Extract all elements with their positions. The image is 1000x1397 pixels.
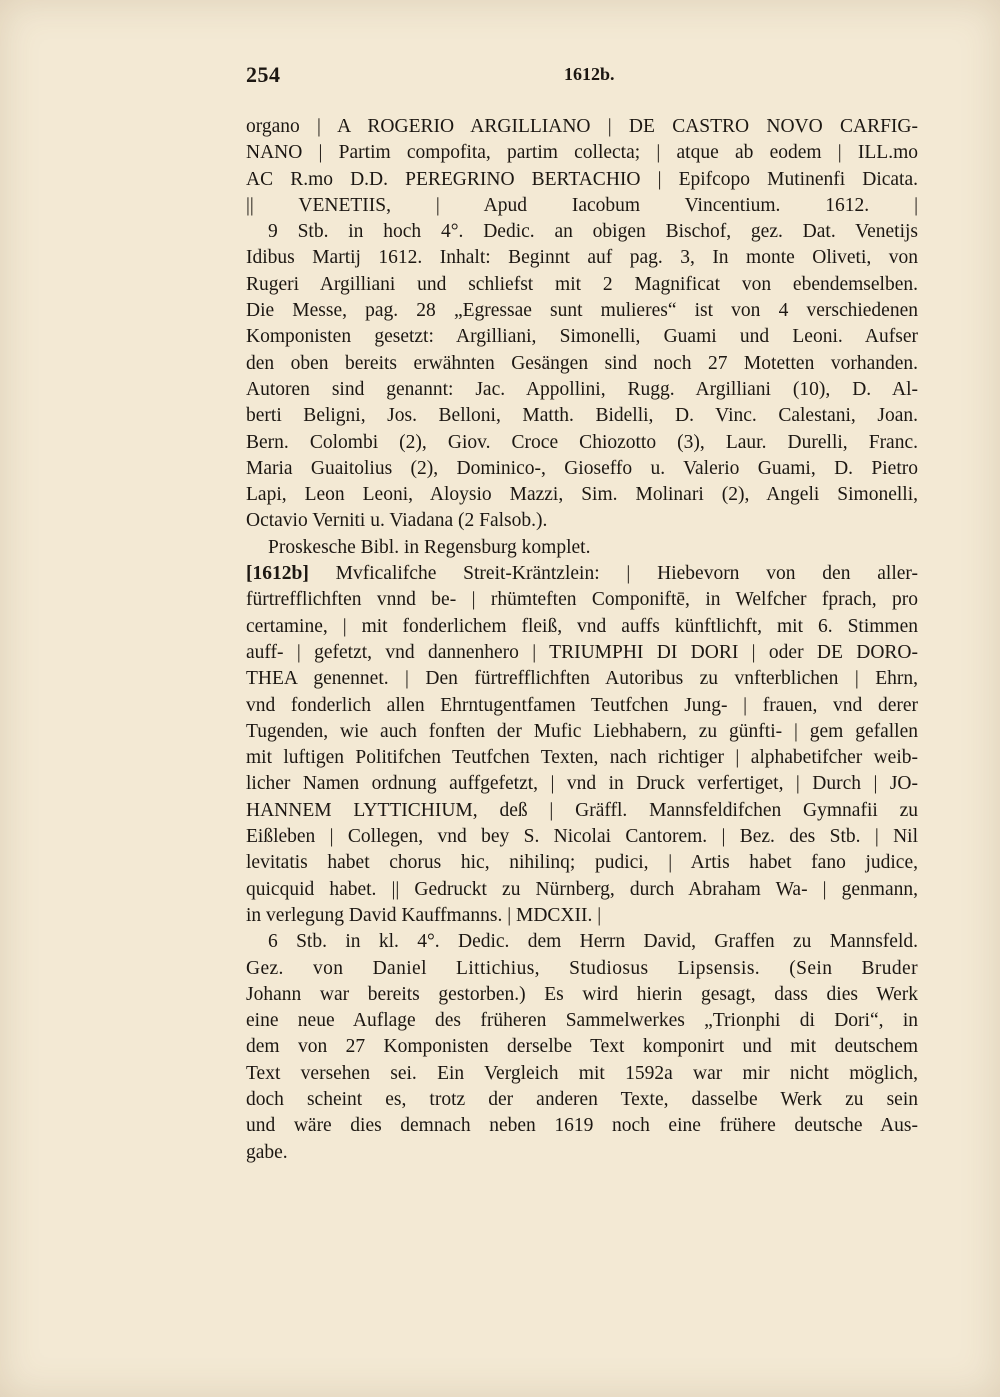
page-header [246,62,926,98]
text-line: quicquid habet. || Gedruckt zu Nürnberg, durch Abraham Wa- | genmann, [246,878,918,900]
text-line: Bern. Colombi (2), Giov. Croce Chiozotto (3), Laur. Durelli, Franc. [246,431,918,453]
text-line: Komponisten gesetzt: Argilliani, Simonelli, Guami und Leoni. Aufser [246,326,918,348]
running-head: 1612b. [564,64,615,84]
text-line: Idibus Martij 1612. Inhalt: Beginnt auf pag. 3, In monte Oliveti, von [246,247,918,269]
text-line: auff- | gefetzt, vnd dannenhero | TRIUMPHI DI DORI | oder DE DORO- [246,641,918,663]
text-line: Lapi, Leon Leoni, Aloysio Mazzi, Sim. Molinari (2), Angeli Simonelli, [246,484,918,506]
text-line: HANNEM LYTTICHIUM, deß | Gräffl. Mannsfeldifchen Gymnafii zu [246,799,918,821]
description-line: eine neue Auflage des früheren Sammelwerkes „Trionphi di Dori“, in [246,1010,918,1032]
text-line: Autoren sind genannt: Jac. Appollini, Rugg. Argilliani (10), D. Al- [246,378,918,400]
text-line: Die Messe, pag. 28 „Egressae sunt mulieres“ ist von 4 verschiedenen [246,300,918,322]
text-line: berti Beligni, Jos. Belloni, Matth. Bidelli, D. Vinc. Calestani, Joan. [246,405,918,427]
page-number: 254 [246,62,281,87]
text-line: 9 Stb. in hoch 4°. Dedic. an obigen Bischof, gez. Dat. Venetijs [268,221,918,243]
description-line: Gez. von Daniel Littichius, Studiosus Lipsensis. (Sein Bruder [246,957,918,979]
text-line: Octavio Verniti u. Viadana (2 Falsob.). [246,510,548,532]
entry-label: [1612b] [246,563,309,585]
text-line: THEA genennet. | Den fürtrefflichften Autoribus zu vnfterblichen | Ehrn, [246,668,918,690]
text-line: organo | A ROGERIO ARGILLIANO | DE CASTRO NOVO CARFIG- [246,116,918,137]
description-line: dem von 27 Komponisten derselbe Text komponirt und mit deutschem [246,1036,918,1058]
text-line: in verlegung David Kauffmanns. | MDCXII. | [246,904,602,926]
text-line: NANO | Partim compofita, partim collecta; | atque ab eodem | ILL.mo [246,142,918,164]
title-text: Mvficalifche Streit-Kräntzlein: | Hiebevorn von den aller- [335,563,918,585]
text-line: Maria Guaitolius (2), Dominico-, Gioseffo u. Valerio Guami, D. Pietro [246,457,918,479]
text-line: den oben bereits erwähnten Gesängen sind noch 27 Motetten vorhanden. [246,352,918,374]
description-line: Text versehen sei. Ein Vergleich mit 1592a war mir nicht möglich, [246,1062,918,1084]
description-line: gabe. [246,1141,288,1163]
body-text [246,114,918,1166]
text-line: fürtrefflichften vnnd be- | rhümteften Componiftē, in Welfcher fprach, pro [246,589,918,611]
description-line: Johann war bereits gestorben.) Es wird hierin gesagt, dass dies Werk [246,983,918,1005]
text-line: Rugeri Argilliani und schliefst mit 2 Magnificat von ebendemselben. [246,273,918,295]
text-line: mit luftigen Politifchen Teutfchen Texten, nach richtiger | alphabetifcher weib- [246,747,918,769]
text-line: certamine, | mit fonderlichem fleiß, vnd auffs künftlichft, mit 6. Stimmen [246,615,918,637]
entry-1612b [246,561,918,1166]
description-line: 6 Stb. in kl. 4°. Dedic. dem Herrn David, Graffen zu Mannsfeld. [268,931,918,953]
text-line: || VENETIIS, | Apud Iacobum Vincentium. 1612. | [246,194,918,216]
description-line: doch scheint es, trotz der anderen Texte, dasselbe Werk zu sein [246,1088,918,1110]
entry-1612a-continuation [246,114,918,561]
text-line: levitatis habet chorus hic, nihilinq; pudici, | Artis habet fano judice, [246,852,918,874]
location-note: Proskesche Bibl. in Regensburg komplet. [268,536,591,558]
text-line: licher Namen ordnung auffgefetzt, | vnd in Druck verfertiget, | Durch | JO- [246,773,918,795]
text-line: Tugenden, wie auch fonften der Mufic Liebhabern, zu günfti- | gem gefallen [246,720,918,742]
description-line: und wäre dies demnach neben 1619 noch eine frühere deutsche Aus- [246,1115,918,1137]
text-line: Eißleben | Collegen, vnd bey S. Nicolai Cantorem. | Bez. des Stb. | Nil [246,826,918,848]
entry-first-line [246,561,918,587]
text-line: vnd fonderlich allen Ehrntugentfamen Teutfchen Jung- | frauen, vnd derer [246,694,918,716]
text-line: AC R.mo D.D. PEREGRINO BERTACHIO | Epifcopo Mutinenfi Dicata. [246,168,918,190]
